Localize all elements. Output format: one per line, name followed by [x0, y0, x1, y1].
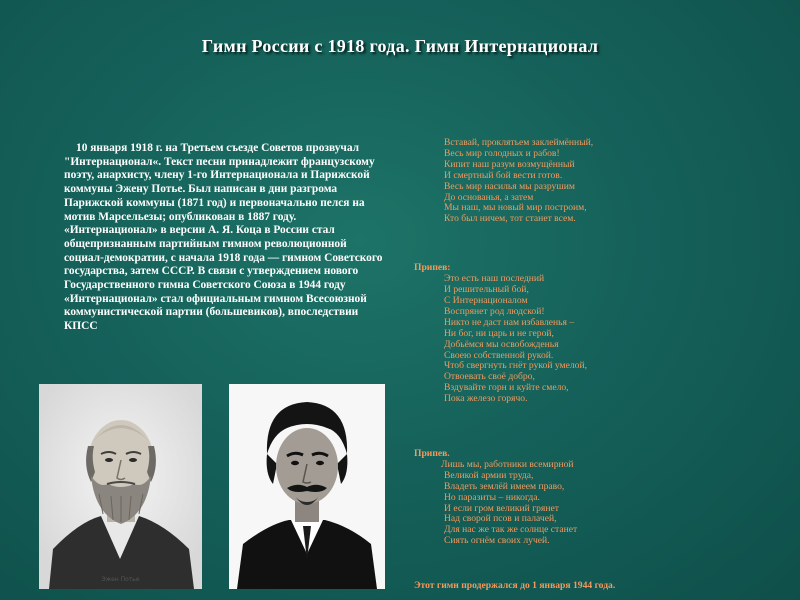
chorus-label: Припев. [414, 448, 450, 460]
history-paragraph: 10 января 1918 г. на Третьем съезде Советов прозвучал "Интернационал«. Текст песни принадлежит французскому поэту, анархисту, члену 1-го Интернационала и Парижской коммуны Эжену Потье. Был написан в дни разгрома Парижской коммуны (1871 год) и первоначально пелся на мотив Марсельезы; опубликован в 1887 году. «Интернационал» в версии А. Я. Коца в России стал общепризнанным партийным гимном революционной социал-демократии, с начала 1918 года — гимном Советского государства, затем СССР. В связи с утверждением нового Государственного гимна Советского Союза в 1944 году «Интернационал» стал официальным гимном Всесоюзной коммунистической партии (большевиков), впоследствии КПСС [64, 142, 383, 333]
lyric-line: И смертный бой вести готов. [444, 169, 563, 181]
lyric-line: Вздувайте горн и куйте смело, [444, 382, 569, 394]
lyric-line: Воспрянет род людской! [444, 305, 545, 317]
verse-1 [414, 138, 784, 225]
anthem-lyrics [414, 138, 784, 592]
lyric-line: Пока железо горячо. [444, 393, 528, 405]
chorus-label: Припев: [414, 262, 451, 274]
portrait-caption: Эжен Потье [101, 576, 140, 583]
verse-3 [414, 449, 784, 547]
lyric-line: И если гром великий грянет [444, 502, 559, 514]
lyric-line: Кипит наш разум возмущённый [444, 158, 575, 170]
lyric-line: Владеть землёй имеем право, [444, 480, 565, 492]
lyric-line: Весь мир голодных и рабов! [444, 147, 560, 159]
lyric-line: Отвоевать своё добро, [444, 371, 535, 383]
lyric-line: Лишь мы, работники всемирной [441, 458, 574, 470]
lyric-line: Кто был ничем, тот станет всем. [444, 213, 576, 225]
portrait-pierre-degeyter [229, 384, 385, 589]
lyric-line: Мы наш, мы новый мир построим, [444, 202, 587, 214]
lyric-line: Вставай, проклятьем заклеймённый, [444, 137, 594, 148]
lyric-line: Никто не даст нам избавленья – [444, 316, 575, 328]
lyric-line: И решительный бой, [444, 284, 529, 296]
lyric-line: Ни бог, ни царь и не герой, [444, 327, 554, 339]
portrait-eugene-pottier [39, 384, 202, 589]
lyric-line: Сиять огнём своих лучей. [444, 535, 550, 547]
lyric-line: Весь мир насилья мы разрушим [444, 180, 575, 192]
lyric-line: Своею собственной рукой. [444, 349, 554, 361]
lyric-line: До основанья, а затем [444, 191, 534, 203]
footnote: Этот гимн продержался до 1 января 1944 года. [414, 580, 616, 592]
lyric-line: Но паразиты – никогда. [444, 491, 540, 503]
verse-2 [414, 263, 784, 405]
lyric-line: Чтоб свергнуть гнёт рукой умелой, [444, 360, 588, 372]
lyric-line: Это есть наш последний [444, 273, 545, 285]
lyric-line: С Интернационалом [444, 294, 528, 306]
lyric-line: Над сворой псов и палачей, [444, 513, 557, 525]
lyric-line: Добьёмся мы освобожденья [444, 338, 559, 350]
lyric-line: Для нас же так же солнце станет [444, 524, 578, 536]
slide-title: Гимн России с 1918 года. Гимн Интернационал [201, 36, 599, 56]
lyric-line: Великой армии труда, [444, 469, 534, 481]
